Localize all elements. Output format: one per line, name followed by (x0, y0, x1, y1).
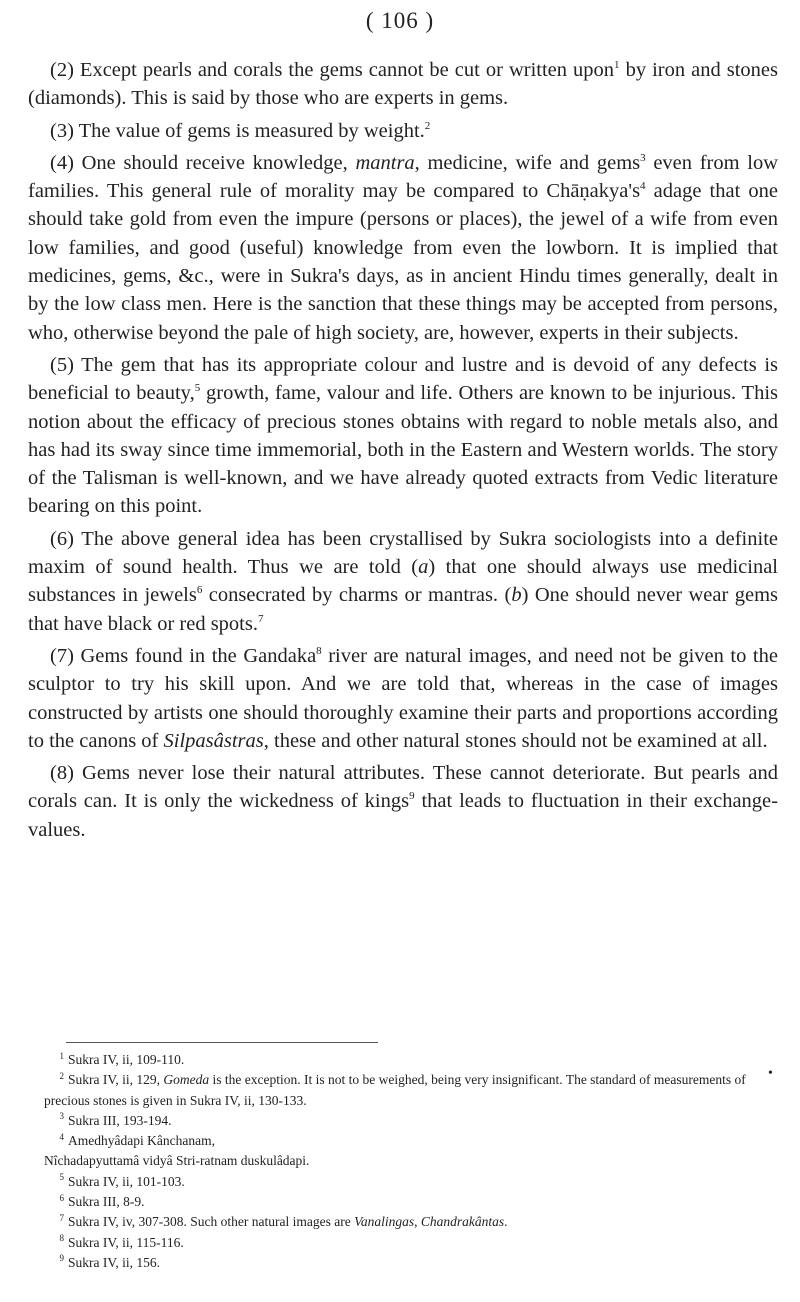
footnote-ref: 9 (409, 790, 415, 803)
footnote-text: . (504, 1214, 508, 1230)
footnote-text: Sukra III, 193-194. (68, 1112, 172, 1128)
footnote: 8 Sukra IV, ii, 115-116. (59, 1233, 184, 1250)
footnote-text: Sukra IV, ii, 109-110. (68, 1052, 185, 1067)
text-run: , these and other natural stones should not be examined at all. (263, 729, 768, 752)
paragraph (28, 351, 778, 521)
footnote-ref: 7 (257, 612, 264, 625)
footnote: 2 Sukra IV, ii, 129, Gomeda is the exception. It is not to be weighed, being very insignificant. The standard of measurements of precious stones is given in Sukra IV, ii, 130-133. (44, 1070, 746, 1108)
footnote-ref: 6 (196, 584, 203, 597)
footnote-text: Sukra IV, ii, 129, (68, 1072, 164, 1088)
italic-term: Vanalingas (354, 1214, 415, 1230)
footnote (44, 1151, 776, 1171)
footnote: 5 Sukra IV, ii, 101-103. (59, 1172, 185, 1189)
footnote-text: Sukra IV, ii, 101-103. (68, 1173, 185, 1189)
footnote-ref: 8 (316, 645, 322, 658)
text-run: (6) The above general idea has been crystallised by Sukra sociologists into a definite maxim of sound health. Thus we are told ( (28, 527, 778, 579)
italic-term: a (418, 556, 429, 579)
text-run: ) One should never wear gems that have black or red spots. (28, 584, 778, 635)
text-run: consecrated by charms or mantras. ( (202, 584, 512, 607)
text-run: (2) Except pearls and corals the gems cannot be cut or written upon (50, 59, 615, 81)
italic-term: Gomeda (163, 1072, 210, 1088)
text-run: by iron and stones (diamonds). This is said by those who are experts in gems. (28, 59, 778, 110)
footnote-ref: 4 (640, 180, 646, 193)
paragraph (28, 525, 778, 638)
footnote-text: is the exception. It is not to be weighed, being very insignificant. The standard of measurements of precious stones is given in Sukra IV, ii, 130-133. (44, 1072, 746, 1108)
paragraph (28, 149, 778, 347)
text-run: (8) Gems never lose their natural attributes. These cannot deteriorate. But pearls and corals can. It is only the wickedness of kings (28, 762, 778, 813)
text-run: (3) The value of gems is measured by weight. (50, 119, 425, 142)
text-run: adage that one should take gold from even the impure (persons or places), the jewel of a wife from even low families, and good (useful) knowledge from even the lowborn. It is implied that medicines, gems, &c., were in Sukra's days, as in ancient Hindu times generally, dealt in by the low class men. Here is the sanction that these things may be accepted from persons, who, otherwise beyond the pale of high society, are, however, experts in their subjects. (28, 180, 778, 344)
paragraph (28, 56, 778, 113)
paragraph (28, 759, 778, 844)
text-run: , medicine, wife and gems (414, 151, 641, 174)
footnote: 3 Sukra III, 193-194. (59, 1111, 172, 1128)
italic-term: Chandrakântas (420, 1214, 505, 1230)
text-run: river are natural images, and need not be given to the sculptor to try his skill upon. And we are told that, whereas in the case of images constructed by artists one should thoroughly examine their parts and proportions according to the canons of (28, 644, 778, 752)
paragraph (28, 642, 778, 755)
footnote-text: Amedhyâdapi Kânchanam, (68, 1133, 215, 1149)
footnote: 7 Sukra IV, iv, 307-308. Such other natural images are Vanalingas, Chandrakântas. (59, 1212, 508, 1230)
italic-term: b (511, 584, 522, 607)
footnote-text: Sukra IV, ii, 115-116. (68, 1234, 184, 1250)
text-run: ) that one should always use medicinal substances in jewels (28, 556, 778, 607)
footnote-ref: 1 (614, 59, 620, 72)
text-run: that leads to fluctuation in their exchange-values. (28, 790, 778, 841)
text-run: (5) The gem that has its appropriate colour and lustre and is devoid of any defects is beneficial to beauty, (28, 353, 778, 405)
footnote: 1 Sukra IV, ii, 109-110. (59, 1050, 185, 1067)
italic-term: Silpasâstras (163, 729, 264, 752)
footnote-divider (66, 1042, 378, 1043)
page-number: ( 106 ) (365, 8, 435, 33)
footnote: 6 Sukra III, 8-9. (59, 1192, 145, 1210)
footnote: 4 Amedhyâdapi Kânchanam, (59, 1131, 215, 1149)
text-run: (7) Gems found in the Gandaka (50, 644, 317, 667)
footnote-ref: 2 (424, 119, 431, 132)
text-run: growth, fame, valour and life. Others are known to be injurious. This notion about the efficacy of precious stones obtains with regard to noble metals also, and has had its sway since time immemorial, both in the Eastern and Western worlds. The story of the Talisman is well-known, and we have already quoted extracts from Vedic literature bearing on this point. (28, 382, 778, 518)
paragraph (28, 117, 778, 145)
footnote-text: , (414, 1214, 421, 1230)
footnote-text: Sukra IV, ii, 156. (68, 1254, 161, 1270)
footnote-ref: 5 (194, 382, 201, 395)
footnote-text: Nîchadapyuttamâ vidyâ Stri-ratnam duskulâdapi. (44, 1153, 310, 1169)
footnote-ref: 3 (640, 152, 646, 165)
text-run: even from low families. This general rule of morality may be compared to Chāṇakya's (28, 151, 778, 203)
footnote-text: Sukra III, 8-9. (68, 1194, 145, 1210)
italic-term: mantra (355, 151, 415, 174)
footnote-text: Sukra IV, iv, 307-308. Such other natural images are (68, 1214, 355, 1230)
text-run: (4) One should receive knowledge, (50, 151, 356, 174)
footnote: 9 Sukra IV, ii, 156. (59, 1253, 161, 1270)
body-text (28, 56, 778, 848)
margin-mark: • (768, 1066, 773, 1081)
footnotes (44, 1050, 776, 1273)
